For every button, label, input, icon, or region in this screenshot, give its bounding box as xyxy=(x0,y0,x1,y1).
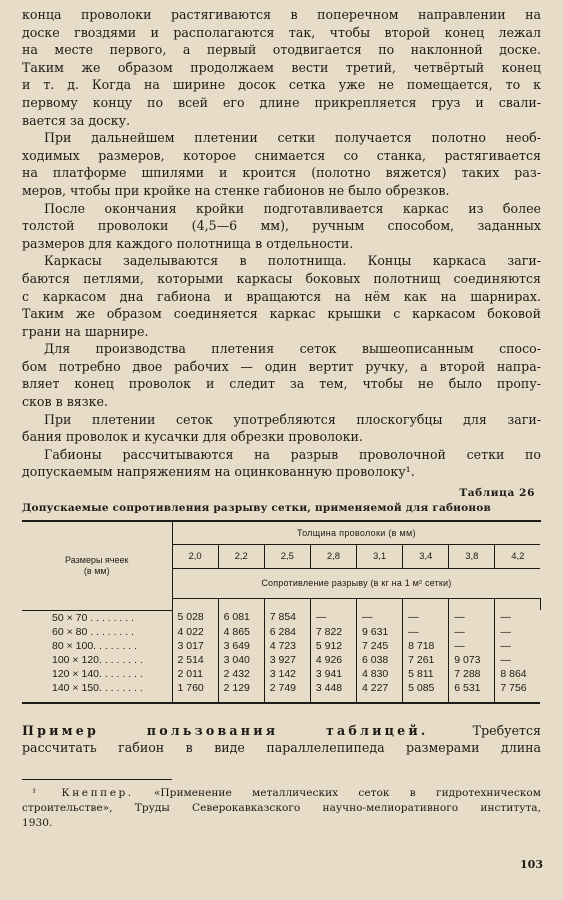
resistance-value-cell: 3 941 xyxy=(310,667,356,681)
text-line: размеров для каждого полотнища в отдельности. xyxy=(22,235,354,251)
text-line: на месте первого, а первый отодвигается по наклонной доске. xyxy=(22,42,541,58)
resistance-value-cell: 6 284 xyxy=(264,625,310,639)
footnote xyxy=(22,786,541,831)
resistance-value-cell: 3 040 xyxy=(218,653,264,667)
spacer-cell xyxy=(264,598,310,610)
resistance-value-cell: 3 927 xyxy=(264,653,310,667)
resistance-table xyxy=(22,522,541,704)
resistance-value-cell: 4 865 xyxy=(218,625,264,639)
resistance-header: Сопротивление разрыву (в кг на 1 м² сетки) xyxy=(172,568,540,598)
table-number: Таблица 26 xyxy=(459,487,535,500)
resistance-value-cell: 7 854 xyxy=(264,610,310,625)
resistance-value-cell: 2 514 xyxy=(172,653,218,667)
footnote-line-1 xyxy=(22,786,541,801)
resistance-value-cell: — xyxy=(500,639,511,652)
text-line: конца проволоки растягиваются в поперечном направлении на xyxy=(22,7,541,22)
page-number: 103 xyxy=(520,858,543,871)
resistance-value-cell: 5 028 xyxy=(172,610,218,625)
resistance-value-cell: 9 073 xyxy=(449,653,495,667)
end-cell xyxy=(310,695,356,703)
diameter-cell: 3,8 xyxy=(449,544,495,568)
resistance-value-cell: 3 649 xyxy=(218,639,264,653)
spacer-cell xyxy=(495,598,540,610)
resistance-value-cell: — xyxy=(403,610,449,625)
diameter-cell: 2,2 xyxy=(218,544,264,568)
diameter-cell: 4,2 xyxy=(495,544,540,568)
text-line: толстой проволоки (4,5—6 мм), ручным способом, заданных xyxy=(22,218,541,234)
text-line: Габионы рассчитываются на разрыв проволочной сетки по xyxy=(44,446,541,462)
resistance-value-cell: 7 261 xyxy=(403,653,449,667)
table-row xyxy=(22,639,541,653)
resistance-value-cell: 1 760 xyxy=(172,681,218,695)
text-line: грани на шарнире. xyxy=(22,323,149,339)
example-line-1-rest: Требуется xyxy=(472,722,541,738)
resistance-value-cell: 8 718 xyxy=(403,639,449,653)
text-line: бом потребно двое рабочих — один вертит ручку, а второй напра- xyxy=(22,358,541,374)
table-row xyxy=(22,625,541,639)
table-end-row xyxy=(22,695,541,703)
text-line: Для производства плетения сеток вышеописанным спосо- xyxy=(44,341,541,357)
paragraph xyxy=(22,411,541,446)
end-cell xyxy=(449,695,495,703)
resistance-value-cell: 7 288 xyxy=(449,667,495,681)
wire-thickness-header: Толщина проволоки (в мм) xyxy=(172,522,540,544)
paragraph xyxy=(22,340,541,410)
resistance-value-cell: — xyxy=(449,610,495,625)
resistance-value-cell: 2 011 xyxy=(172,667,218,681)
resistance-value-cell: 2 129 xyxy=(218,681,264,695)
table-row xyxy=(22,653,541,667)
text-line: ходимых размеров, которое снимается со станка, растягивается xyxy=(22,147,541,163)
resistance-value-cell: — xyxy=(310,610,356,625)
mesh-size-cell: 50 × 70 . . . . . . . . xyxy=(22,610,172,625)
end-cell xyxy=(264,695,310,703)
mesh-size-header-line1: Размеры ячеек xyxy=(65,554,129,565)
footnote-line-2: строительстве», Труды Северокавказского научно-мелиоративного института, xyxy=(22,801,541,814)
resistance-value-cell: 6 081 xyxy=(218,610,264,625)
text-line: Таким же образом продолжаем вести третий, четвёртый конец xyxy=(22,59,541,75)
text-line: После окончания кройки подготавливается каркас из более xyxy=(44,200,541,216)
resistance-value-cell: 6 038 xyxy=(357,653,403,667)
resistance-value-cell: 3 142 xyxy=(264,667,310,681)
text-line: При плетении сеток употребляются плоскогубцы для заги- xyxy=(44,411,541,427)
diameter-cell: 3,4 xyxy=(403,544,449,568)
resistance-value-cell: 5 085 xyxy=(403,681,449,695)
end-cell xyxy=(495,695,540,703)
resistance-value-cell: 7 822 xyxy=(310,625,356,639)
mesh-size-header-line2: (в мм) xyxy=(83,565,110,576)
footnote-author: ¹ Кнеппер. xyxy=(32,786,134,799)
text-line: Таким же образом соединяется каркас крышки с каркасом боковой xyxy=(22,306,541,322)
diameter-cell: 3,1 xyxy=(357,544,403,568)
body-text xyxy=(22,6,541,481)
spacer-cell xyxy=(540,598,541,610)
table-header-row xyxy=(22,522,541,544)
spacer-cell xyxy=(172,598,218,610)
text-line: вается за доску. xyxy=(22,112,131,128)
resistance-value-cell: 5 811 xyxy=(403,667,449,681)
text-line: доске гвоздями и располагаются так, чтобы второй конец лежал xyxy=(22,24,541,40)
diameter-cell: 2,0 xyxy=(172,544,218,568)
spacer-cell xyxy=(449,598,495,610)
mesh-size-cell: 140 × 150. . . . . . . . xyxy=(22,681,172,695)
text-line: При дальнейшем плетении сетки получается полотно необ- xyxy=(44,130,541,146)
table-row xyxy=(22,610,541,625)
resistance-value-cell: 7 245 xyxy=(357,639,403,653)
text-line: первому концу по всей его длине прикрепляется груз и свали- xyxy=(22,94,541,110)
text-line: сков в вязке. xyxy=(22,394,108,410)
text-line: и т. д. Когда на ширине досок сетка уже не помещается, то к xyxy=(22,77,541,93)
table-title: Допускаемые сопротивления разрыву сетки, применяемой для габионов xyxy=(22,502,491,515)
mesh-size-cell: 60 × 80 . . . . . . . . xyxy=(22,625,172,639)
resistance-value-cell: 4 227 xyxy=(357,681,403,695)
example-line-2: рассчитать габион в виде параллелепипеда размерами длина xyxy=(22,740,541,756)
table-row xyxy=(22,667,541,681)
example-heading: Пример пользования таблицей. xyxy=(22,722,429,738)
footnote-line-3: 1930. xyxy=(22,816,53,829)
diameter-cell: 2,5 xyxy=(264,544,310,568)
end-cell xyxy=(403,695,449,703)
spacer-cell xyxy=(310,598,356,610)
example-line-1 xyxy=(22,722,541,740)
resistance-value-cell: — xyxy=(403,625,449,639)
footnote-line-1-rest: «Применение металлических сеток в гидротехническом xyxy=(153,786,541,799)
diameter-cell: 2,8 xyxy=(310,544,356,568)
resistance-value-cell: 3 017 xyxy=(172,639,218,653)
resistance-value-cell: 4 022 xyxy=(172,625,218,639)
spacer-cell xyxy=(403,598,449,610)
resistance-value-cell: 4 830 xyxy=(357,667,403,681)
resistance-value-cell: — xyxy=(500,625,511,638)
resistance-value-cell: 5 912 xyxy=(310,639,356,653)
paragraph xyxy=(22,200,541,253)
table-row xyxy=(22,681,541,695)
resistance-value-cell: 2 432 xyxy=(218,667,264,681)
mesh-size-cell: 100 × 120. . . . . . . . xyxy=(22,653,172,667)
resistance-value-cell: 4 926 xyxy=(310,653,356,667)
example-paragraph xyxy=(22,722,541,757)
resistance-value-cell: — xyxy=(500,611,511,624)
resistance-value-cell: 9 631 xyxy=(357,625,403,639)
paragraph xyxy=(22,446,541,481)
resistance-value-cell: 6 531 xyxy=(449,681,495,695)
text-line: на платформе шпилями и кроится (полотно вяжется) таких раз- xyxy=(22,165,541,181)
end-cell xyxy=(172,695,218,703)
end-cell xyxy=(22,695,172,703)
resistance-value-cell: — xyxy=(500,653,511,666)
resistance-value-cell: — xyxy=(449,639,495,653)
footnote-rule xyxy=(22,779,172,780)
mesh-size-cell: 120 × 140. . . . . . . . xyxy=(22,667,172,681)
resistance-value-cell: 3 448 xyxy=(310,681,356,695)
resistance-value-cell: 7 756 xyxy=(500,681,527,694)
resistance-value-cell: — xyxy=(449,625,495,639)
resistance-value-cell: 2 749 xyxy=(264,681,310,695)
mesh-size-header xyxy=(22,522,172,610)
spacer-cell xyxy=(357,598,403,610)
paragraph xyxy=(22,6,541,129)
paragraph xyxy=(22,252,541,340)
text-line: бания проволок и кусачки для обрезки проволоки. xyxy=(22,429,363,445)
text-line: допускаемым напряжениям на оцинкованную проволоку¹. xyxy=(22,464,415,480)
resistance-value-cell: 8 864 xyxy=(500,667,527,680)
mesh-size-cell: 80 × 100. . . . . . . . xyxy=(22,639,172,653)
resistance-value-cell: 4 723 xyxy=(264,639,310,653)
end-cell xyxy=(357,695,403,703)
spacer-cell xyxy=(218,598,264,610)
text-line: баются петлями, которыми каркасы боковых полотнищ соединяются xyxy=(22,270,541,286)
end-cell xyxy=(218,695,264,703)
text-line: меров, чтобы при кройке на стенке габионов не было обрезков. xyxy=(22,182,450,198)
text-line: вляет конец проволок и следит за тем, чтобы не было пропу- xyxy=(22,376,541,392)
paragraph xyxy=(22,129,541,199)
text-line: Каркасы заделываются в полотнища. Концы каркаса заги- xyxy=(44,253,541,269)
text-line: с каркасом дна габиона и вращаются на нём как на шарнирах. xyxy=(22,288,541,304)
resistance-value-cell: — xyxy=(357,610,403,625)
